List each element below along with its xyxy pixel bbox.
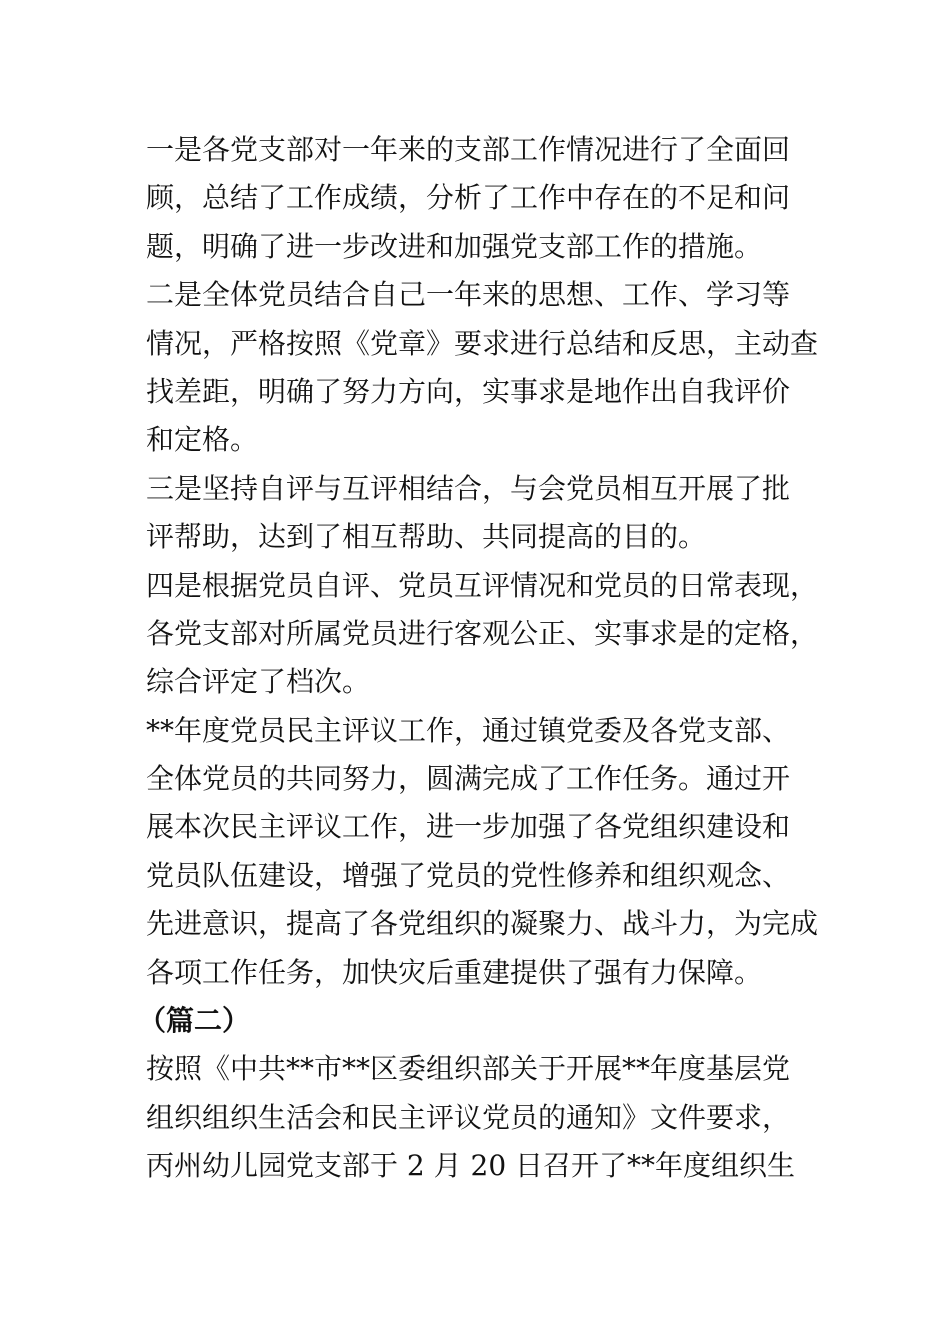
section-paragraph xyxy=(146,1045,836,1190)
text-line: 按照《中共**市**区委组织部关于开展**年度基层党 xyxy=(146,1052,791,1086)
text-line: 丙州幼儿园党支部于 2 月 20 日召开了**年度组织生 xyxy=(146,1149,796,1183)
paragraph-four xyxy=(146,562,836,707)
text-line: 情况，严格按照《党章》要求进行总结和反思，主动查 xyxy=(146,326,819,360)
text-line: 党员队伍建设，增强了党员的党性修养和组织观念、 xyxy=(146,858,791,892)
paragraph-three xyxy=(146,465,836,562)
text-line: 组织组织生活会和民主评议党员的通知》文件要求， xyxy=(146,1100,791,1134)
text-line: 综合评定了档次。 xyxy=(146,665,371,699)
text-line: 各项工作任务，加快灾后重建提供了强有力保障。 xyxy=(146,955,763,989)
text-line: 顾，总结了工作成绩，分析了工作中存在的不足和问 xyxy=(146,181,791,215)
text-line: 评帮助，达到了相互帮助、共同提高的目的。 xyxy=(146,520,707,554)
text-line: **年度党员民主评议工作，通过镇党委及各党支部、 xyxy=(146,713,791,747)
paragraph-one xyxy=(146,126,836,271)
section-heading: （篇二） xyxy=(138,1004,251,1038)
text-line: 三是坚持自评与互评相结合，与会党员相互开展了批 xyxy=(146,471,791,505)
text-line: 四是根据党员自评、党员互评情况和党员的日常表现， xyxy=(146,568,819,602)
text-line: 各党支部对所属党员进行客观公正、实事求是的定格， xyxy=(146,616,819,650)
text-line: 展本次民主评议工作，进一步加强了各党组织建设和 xyxy=(146,810,791,844)
text-line: 全体党员的共同努力，圆满完成了工作任务。通过开 xyxy=(146,762,791,796)
paragraph-two xyxy=(146,271,836,465)
text-line: 二是全体党员结合自己一年来的思想、工作、学习等 xyxy=(146,278,791,312)
text-line: 题，明确了进一步改进和加强党支部工作的措施。 xyxy=(146,229,763,263)
document-body xyxy=(138,126,836,1191)
text-line: 找差距，明确了努力方向，实事求是地作出自我评价 xyxy=(146,374,791,408)
text-line: 和定格。 xyxy=(146,423,259,457)
text-line: 一是各党支部对一年来的支部工作情况进行了全面回 xyxy=(146,133,791,166)
text-line: 先进意识，提高了各党组织的凝聚力、战斗力，为完成 xyxy=(146,907,819,941)
paragraph-summary xyxy=(146,707,836,997)
